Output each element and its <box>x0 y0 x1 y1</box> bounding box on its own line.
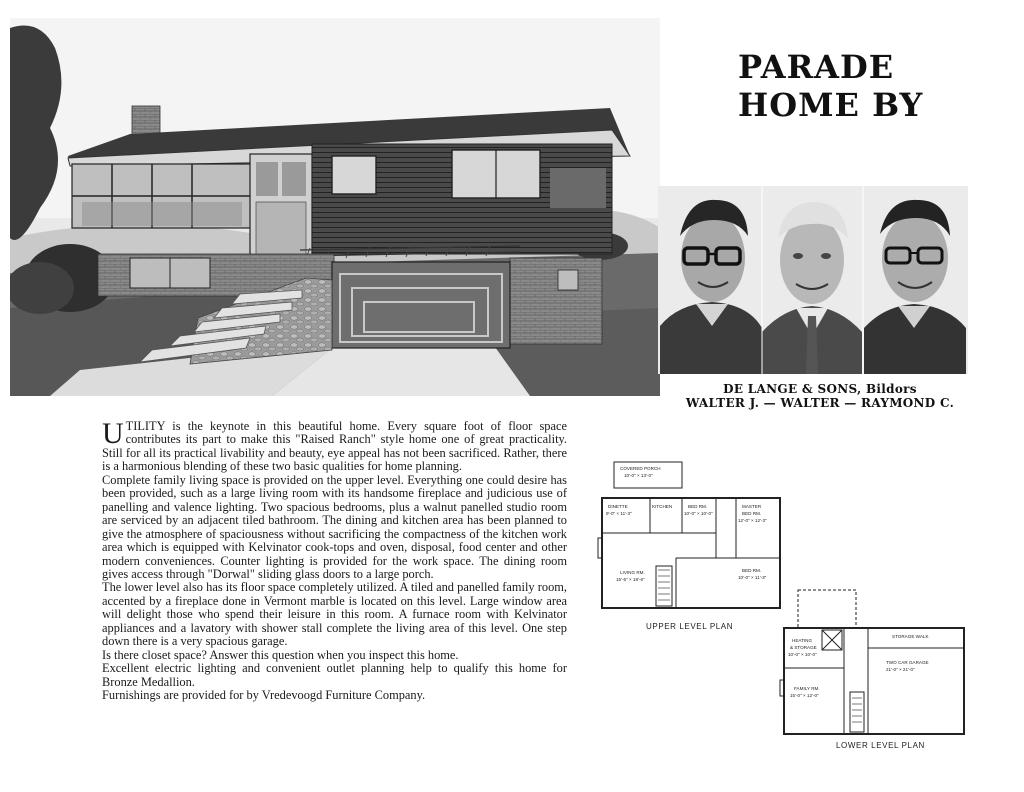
drop-cap: U <box>102 417 124 450</box>
room-label-master-2: BED RM. <box>742 511 762 516</box>
upper-plan-caption: UPPER LEVEL PLAN <box>646 622 734 631</box>
room-dim-master: 12'-0" × 12'-3" <box>738 518 767 523</box>
builder-name: DE LANGE & SONS, Bildors <box>723 382 917 396</box>
room-label-storage: STORAGE WALK <box>892 634 929 639</box>
headline-line-2: HOME BY <box>738 86 924 124</box>
room-label-porch: COVERED PORCH <box>620 466 661 471</box>
upper-level-floor-plan <box>596 458 786 616</box>
room-dim-heating: 10'-0" × 10'-0" <box>788 652 817 657</box>
headline-line-1: PARADE <box>738 48 895 86</box>
article-paragraph: Excellent electric lighting and convenient outlet planning help to qualify this home for Bronze Medallion. <box>102 661 567 689</box>
room-dim-family: 15'-0" × 12'-0" <box>790 693 819 698</box>
room-label-heating-2: & STORAGE <box>790 645 817 650</box>
room-label-family: FAMILY RM. <box>794 686 820 691</box>
room-dim-dinette: 9'-0" × 11'-3" <box>606 511 632 516</box>
room-dim-porch: 10'-0" × 13'-0" <box>624 473 653 478</box>
room-label-dinette: DINETTE <box>608 504 628 509</box>
room-label-kitchen: KITCHEN <box>652 504 673 509</box>
article-body <box>102 417 567 703</box>
article-paragraph: UTILITY is the keynote in this beautiful home. Every square foot of floor space contributes its part to make this "Raised Ranch" style home one of great practicality. Still for all its practical livability and beauty, eye appeal has not been sacrificed. Rather, there is a harmonious blending of these two basic qualities for home planning. <box>102 417 567 474</box>
headline <box>738 48 923 124</box>
room-dim-bed-2: 10'-0" × 11'-3" <box>738 575 767 580</box>
room-label-master: MASTER <box>742 504 762 509</box>
room-label-bed-1: BED RM. <box>688 504 708 509</box>
article-paragraph: Complete family living space is provided on the upper level. Everything one could desire has been provided, such as a large living room with its handsome fireplace and judicious use of panelling and valence lighting. Two spacious bedrooms, plus a walnut panelled studio room are serviced by an adjacent tiled bathroom. The dining and kitchen area has been planned to give the atmosphere of spaciousness without sacrificing the compactness of the kitchen work area which is equipped with Kelvinator cook-tops and oven, disposal, food center and other modern conveniences. Counter lighting is provided for the work space. The dining room gives access through "Dorwal" sliding glass doors to a large porch. <box>102 472 567 581</box>
room-dim-living: 15'-6" × 18'-6" <box>616 577 645 582</box>
lower-plan-caption: LOWER LEVEL PLAN <box>836 741 925 750</box>
article-paragraph: The lower level also has its floor space completely utilized. A tiled and panelled family room, accented by a fireplace done in Vermont marble is located on this level. Large window area will delight those who spend their leisure in this room. A furnace room with Kelvinator appliances and a lavatory with shower stall complete the living area of this level. One step down there is a very spacious garage. <box>102 580 567 649</box>
room-dim-garage: 21'-0" × 21'-0" <box>886 667 915 672</box>
room-dim-bed-1: 10'-0" × 10'-0" <box>684 511 713 516</box>
article-paragraph: Is there closet space? Answer this question when you inspect this home. <box>102 647 459 662</box>
builder-credits <box>660 382 980 410</box>
room-label-heating: HEATING <box>792 638 813 643</box>
builder-portraits <box>658 186 968 374</box>
room-label-bed-2: BED RM. <box>742 568 762 573</box>
room-label-garage: TWO CAR GARAGE <box>886 660 929 665</box>
article-paragraph: Furnishings are provided for by Vredevoogd Furniture Company. <box>102 688 426 703</box>
house-illustration <box>10 18 660 396</box>
builder-members: WALTER J. — WALTER — RAYMOND C. <box>685 396 955 410</box>
lower-level-floor-plan <box>778 588 970 738</box>
room-label-living: LIVING RM. <box>620 570 645 575</box>
